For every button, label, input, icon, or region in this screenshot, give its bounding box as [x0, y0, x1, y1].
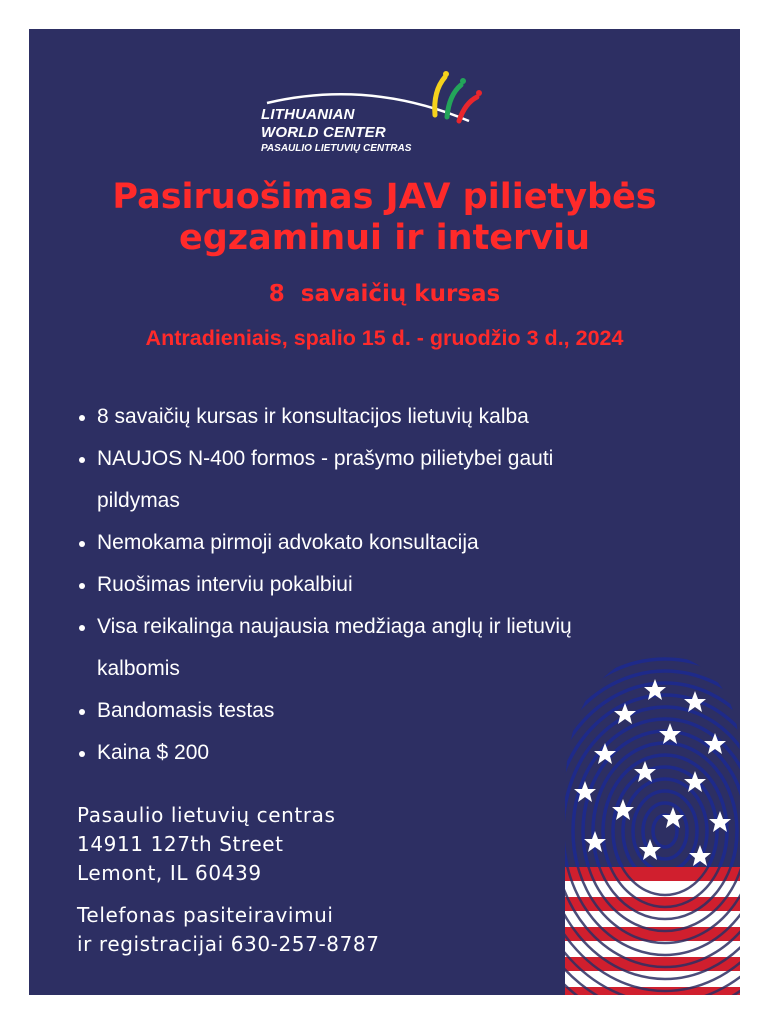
contact-phone: ir registracijai 630-257-8787 [77, 932, 380, 956]
feature-item: Visa reikalinga naujausia medžiaga anglų ir lietuvių kalbomis [79, 606, 637, 690]
course-length: 8 savaičių kursas [268, 281, 501, 307]
feature-item: Ruošimas interviu pokalbiui [79, 564, 679, 606]
feature-item: NAUJOS N-400 formos - prašymo pilietybei gauti pildymas [79, 438, 637, 522]
address-block [77, 801, 336, 888]
feature-item: Kaina $ 200 [79, 732, 679, 774]
address-street: 14911 127th Street [77, 832, 284, 856]
address-name: Pasaulio lietuvių centras [77, 803, 336, 827]
course-dates: Antradieniais, spalio 15 d. - gruodžio 3 d., 2024 [145, 326, 624, 350]
contact-block [77, 901, 380, 959]
us-flag-fingerprint-icon [555, 641, 740, 995]
contact-line-1: Telefonas pasiteiravimui [77, 903, 334, 927]
lithuanian-world-center-logo [259, 69, 489, 159]
flyer [29, 29, 740, 995]
address-city: Lemont, IL 60439 [77, 861, 262, 885]
logo-line-2: WORLD CENTER [261, 124, 386, 141]
page-title: Pasiruošimas JAV pilietybės egzaminui ir interviu [112, 177, 657, 258]
feature-item: Bandomasis testas [79, 690, 679, 732]
logo-line-1: LITHUANIAN [261, 106, 355, 123]
feature-item: Nemokama pirmoji advokato konsultacija [79, 522, 679, 564]
logo-subtitle: PASAULIO LIETUVIŲ CENTRAS [261, 143, 412, 154]
feature-item: 8 savaičių kursas ir konsultacijos lietuvių kalba [79, 396, 679, 438]
